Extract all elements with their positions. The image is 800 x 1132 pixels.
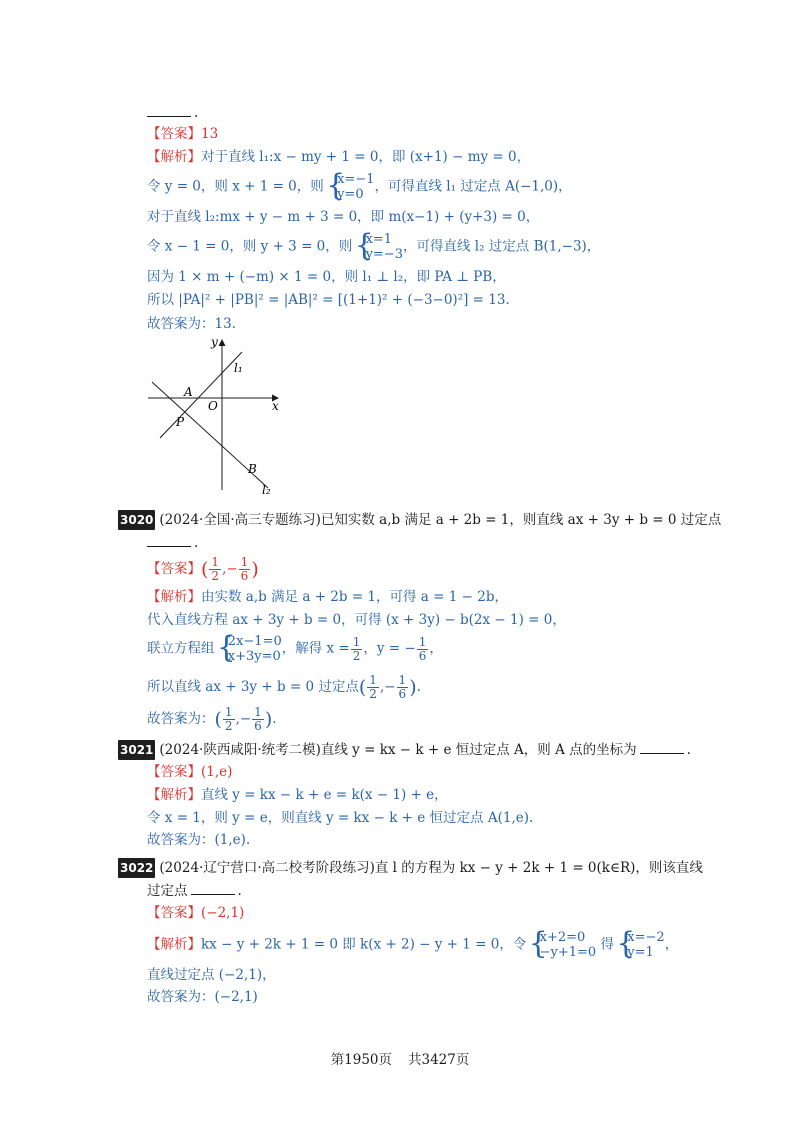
q3019-analysis-line7: 故答案为：13.: [147, 316, 236, 332]
q3022-analysis-line3: 故答案为：(−2,1): [147, 989, 258, 1005]
q3019-analysis-line5: 因为 1 × m + (−m) × 1 = 0，则 l₁ ⊥ l₂，即 PA ⊥ PB，: [147, 269, 506, 285]
answer-value: (−2,1): [201, 905, 245, 921]
coordinate-figure: [140, 330, 300, 500]
equation-system: { x=1 y=−3: [357, 232, 403, 262]
q3020-analysis-line5: 故答案为：( $\frac{1}{2}$ ,− $\frac{1}{6}$ ).: [147, 705, 277, 733]
q3019-analysis-line4: 令 x − 1 = 0，则 y + 3 = 0，则 { x=1 y=−3 ，可得直线 l₂ 过定点 B(1,−3)，: [147, 232, 600, 262]
question-number: 3022: [118, 858, 155, 878]
line-l1: [160, 352, 242, 438]
q3019-analysis-line3: 对于直线 l₂:mx + y − m + 3 = 0，即 m(x−1) + (y+3) = 0，: [147, 209, 540, 225]
q3020-question: 3020 (2024·全国·高三专题练习)已知实数 a,b 满足 a + 2b = 1，则直线 ax + 3y + b = 0 过定点: [120, 512, 722, 528]
q3022-analysis-line2: 直线过定点 (−2,1)，: [147, 967, 276, 983]
q3019-analysis-line1: 【解析】对于直线 l₁:x − my + 1 = 0，即 (x+1) − my = 0，: [147, 149, 531, 165]
analysis-tag: 【解析】: [147, 149, 201, 165]
label-x: x: [272, 399, 279, 413]
q3019-analysis-line6: 所以 |PA|² + |PB|² = |AB|² = [(1+1)² + (−3−0)²] = 13.: [147, 292, 510, 308]
prev-question-blank: .: [147, 104, 198, 122]
label-y: y: [211, 335, 218, 349]
q3020-analysis-line1: 【解析】由实数 a,b 满足 a + 2b = 1，可得 a = 1 − 2b，: [147, 589, 508, 605]
answer-value: 13: [201, 126, 219, 142]
question-number: 3020: [118, 510, 155, 530]
answer-tag: 【答案】: [147, 126, 201, 142]
q3020-analysis-line2: 代入直线方程 ax + 3y + b = 0，可得 (x + 3y) − b(2x − 1) = 0，: [147, 612, 566, 628]
q3019-answer: [147, 125, 218, 143]
q3020-analysis-line3: 联立方程组 { 2x−1=0 x+3y=0 ，解得 x = $\frac{1}{2}$ ，y = − $\frac{1}{6}$ ，: [147, 634, 443, 664]
label-a: A: [184, 385, 193, 399]
equation-system: { x=−2 y=1: [618, 930, 664, 960]
total-pages: 共3427页: [408, 1052, 470, 1068]
page-footer: [0, 1048, 800, 1068]
answer-value: (1,e): [201, 764, 233, 780]
label-p: P: [176, 415, 185, 429]
question-number: 3021: [118, 740, 155, 760]
q3021-question: 3021 (2024·陕西咸阳·统考二模)直线 y = kx − k + e 恒过定点 A，则 A 点的坐标为 .: [120, 742, 691, 758]
q3020-blank: .: [147, 534, 198, 552]
answer-value: ( $\frac{1}{2}$ ,− $\frac{1}{6}$ ): [201, 555, 259, 583]
q3022-answer: 【答案】(−2,1): [147, 905, 245, 921]
label-origin: O: [208, 399, 218, 413]
q3020-analysis-line4: 所以直线 ax + 3y + b = 0 过定点( $\frac{1}{2}$ ,− $\frac{1}{6}$ ).: [147, 673, 421, 701]
label-l2: l₂: [262, 483, 271, 497]
q3020-answer: 【答案】( $\frac{1}{2}$ ,− $\frac{1}{6}$ ): [147, 555, 259, 583]
q3022-question-line2: 过定点 .: [147, 883, 242, 899]
page-number: 第1950页: [330, 1052, 392, 1068]
q3021-answer: 【答案】(1,e): [147, 764, 233, 780]
q3019-analysis-line2: 令 y = 0，则 x + 1 = 0，则 { x=−1 y=0 ，可得直线 l₁ 过定点 A(−1,0)，: [147, 172, 572, 202]
q3021-analysis-line3: 故答案为：(1,e).: [147, 832, 251, 848]
label-l1: l₁: [234, 361, 243, 375]
equation-system: { x+2=0 −y+1=0: [531, 930, 597, 960]
q3021-analysis-line2: 令 x = 1，则 y = e，则直线 y = kx − k + e 恒过定点 A(1,e).: [147, 810, 534, 826]
equation-system: { 2x−1=0 x+3y=0: [219, 634, 282, 664]
q3022-analysis-line1: 【解析】kx − y + 2k + 1 = 0 即 k(x + 2) − y + 1 = 0，令 { x+2=0 −y+1=0 得 { x=−2 y=1 ，: [147, 930, 678, 960]
q3022-question: 3022 (2024·辽宁营口·高二校考阶段练习)直 l 的方程为 kx − y + 2k + 1 = 0(k∈R)，则该直线: [120, 860, 703, 876]
q3021-analysis-line1: 【解析】直线 y = kx − k + e = k(x − 1) + e，: [147, 787, 448, 803]
label-b: B: [248, 462, 257, 476]
equation-system: { x=−1 y=0: [328, 172, 374, 202]
